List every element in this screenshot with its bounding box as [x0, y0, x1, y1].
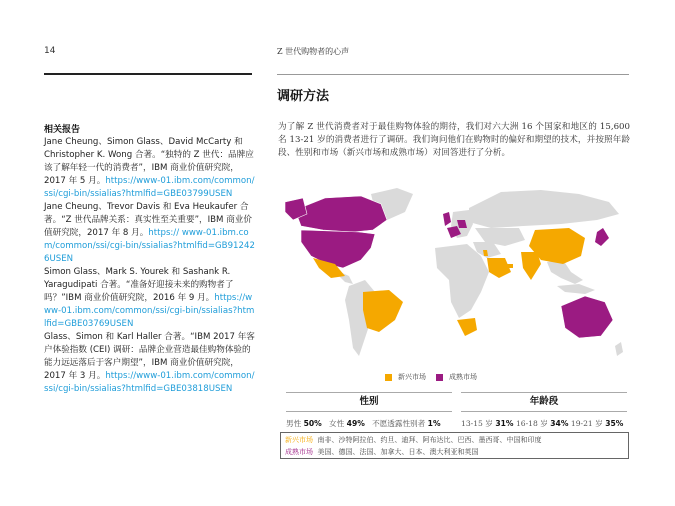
age-19-21-value: 35%	[605, 419, 624, 428]
report-item	[44, 201, 255, 266]
report-link[interactable]: https:// www-01.ibm.com/common/ssi/cgi-bin/ssialias?htmlfid=GB912426USEN	[44, 228, 255, 264]
age-heading: 年龄段	[461, 392, 627, 412]
right-divider	[277, 74, 629, 75]
africa-rest	[435, 244, 489, 318]
report-link[interactable]: https://www-01.ibm.com/common/ssi/cgi-bin/ssialias?htmlfid=GBE03769USEN	[44, 293, 255, 329]
new-zealand	[615, 342, 623, 356]
related-reports-list	[44, 136, 255, 396]
emerging-markets-label: 新兴市场	[285, 436, 313, 444]
male-value: 50%	[303, 419, 322, 428]
report-citation: Jane Cheung、Simon Glass、David McCarty 和 Christopher K. Wong 合著。“独特的 Z 世代：品牌应该了解年轻一代的消费者”，IBM 商业价值研究院，2017 年 5 月。	[44, 137, 254, 186]
age-19-21-label: 19-21 岁	[570, 419, 603, 428]
report-item	[44, 331, 255, 396]
map-legend	[385, 372, 477, 382]
united-states	[301, 230, 375, 268]
age-16-18-label: 16-18 岁	[515, 419, 548, 428]
report-link[interactable]: https://www-01.ibm.com/common/ssi/cgi-bin/ssialias?htmlfid=GBE03799USEN	[44, 176, 255, 199]
age-13-15-value: 31%	[495, 419, 514, 428]
report-citation: Simon Glass、Mark S. Yourek 和 Sashank R. Yaragudipati 合著。“准备好迎接未来的购物者了吗？”IBM 商业价值研究院，2016 年 9 月。	[44, 267, 234, 303]
report-item	[44, 136, 255, 201]
united-kingdom	[443, 212, 451, 226]
australia	[561, 296, 613, 338]
emerging-markets-list: 南非、沙特阿拉伯、约旦、迪拜、阿布达比、巴西、墨西哥、中国和印度	[317, 436, 542, 444]
page-number: 14	[44, 46, 56, 56]
report-citation: Glass、Simon 和 Karl Haller 合著。“IBM 2017 年客户体验指数 (CEI) 调研：品牌企业营造最佳购物体验的能力远远落后于客户期望”，IBM 商业价值研究院，2017 年 3 月。	[44, 332, 255, 381]
legend-emerging	[385, 372, 426, 382]
section-title: 调研方法	[277, 89, 330, 104]
related-reports-title: 相关报告	[44, 125, 81, 135]
mature-markets-list: 美国、德国、法国、加拿大、日本、澳大利亚和英国	[317, 448, 479, 456]
emerging-markets-line	[285, 434, 624, 446]
other-gender-value: 1%	[427, 419, 441, 428]
russia	[469, 190, 619, 228]
gender-stats	[286, 418, 441, 429]
south-africa	[457, 318, 477, 336]
female-value: 49%	[346, 419, 365, 428]
left-divider	[44, 73, 252, 75]
mature-markets-line	[285, 446, 624, 458]
male-label: 男性	[286, 419, 302, 428]
canada	[295, 196, 387, 232]
age-16-18-value: 34%	[550, 419, 569, 428]
gender-heading: 性别	[286, 392, 452, 412]
running-header: Z 世代购物者的心声	[277, 47, 350, 56]
emerging-swatch	[385, 374, 392, 381]
mature-markets-label: 成熟市场	[285, 448, 313, 456]
mature-swatch	[436, 374, 443, 381]
southeast-asia	[547, 260, 583, 284]
legend-mature-label: 成熟市场	[449, 373, 477, 381]
legend-emerging-label: 新兴市场	[398, 373, 426, 381]
female-label: 女性	[329, 419, 345, 428]
uae	[507, 264, 513, 268]
age-stats	[461, 418, 623, 429]
report-citation: Jane Cheung、Trevor Davis 和 Eva Heukaufer 合著。“Z 世代品牌关系：真实性至关重要”，IBM 商业价值研究院，2017 年 8 月。	[44, 202, 252, 238]
report-link[interactable]: https://www-01.ibm.com/common/ssi/cgi-bin/ssialias?htmlfid=GBE03818USEN	[44, 371, 255, 394]
other-gender-label: 不愿透露性别者	[372, 419, 426, 428]
market-definitions	[280, 432, 629, 459]
methodology-intro: 为了解 Z 世代消费者对于最佳购物体验的期待，我们对六大洲 16 个国家和地区的 15,600 名 13-21 岁的消费者进行了调研。我们询问他们在购物时的偏好和期望的技术，并按照年龄段、性别和市场（新兴市场和成熟市场）对回答进行了分析。	[278, 122, 630, 158]
age-13-15-label: 13-15 岁	[461, 419, 493, 428]
world-map	[279, 180, 629, 366]
japan	[595, 228, 609, 246]
legend-mature	[436, 372, 477, 382]
brazil	[363, 290, 403, 332]
indonesia	[557, 284, 595, 294]
report-item	[44, 266, 255, 331]
